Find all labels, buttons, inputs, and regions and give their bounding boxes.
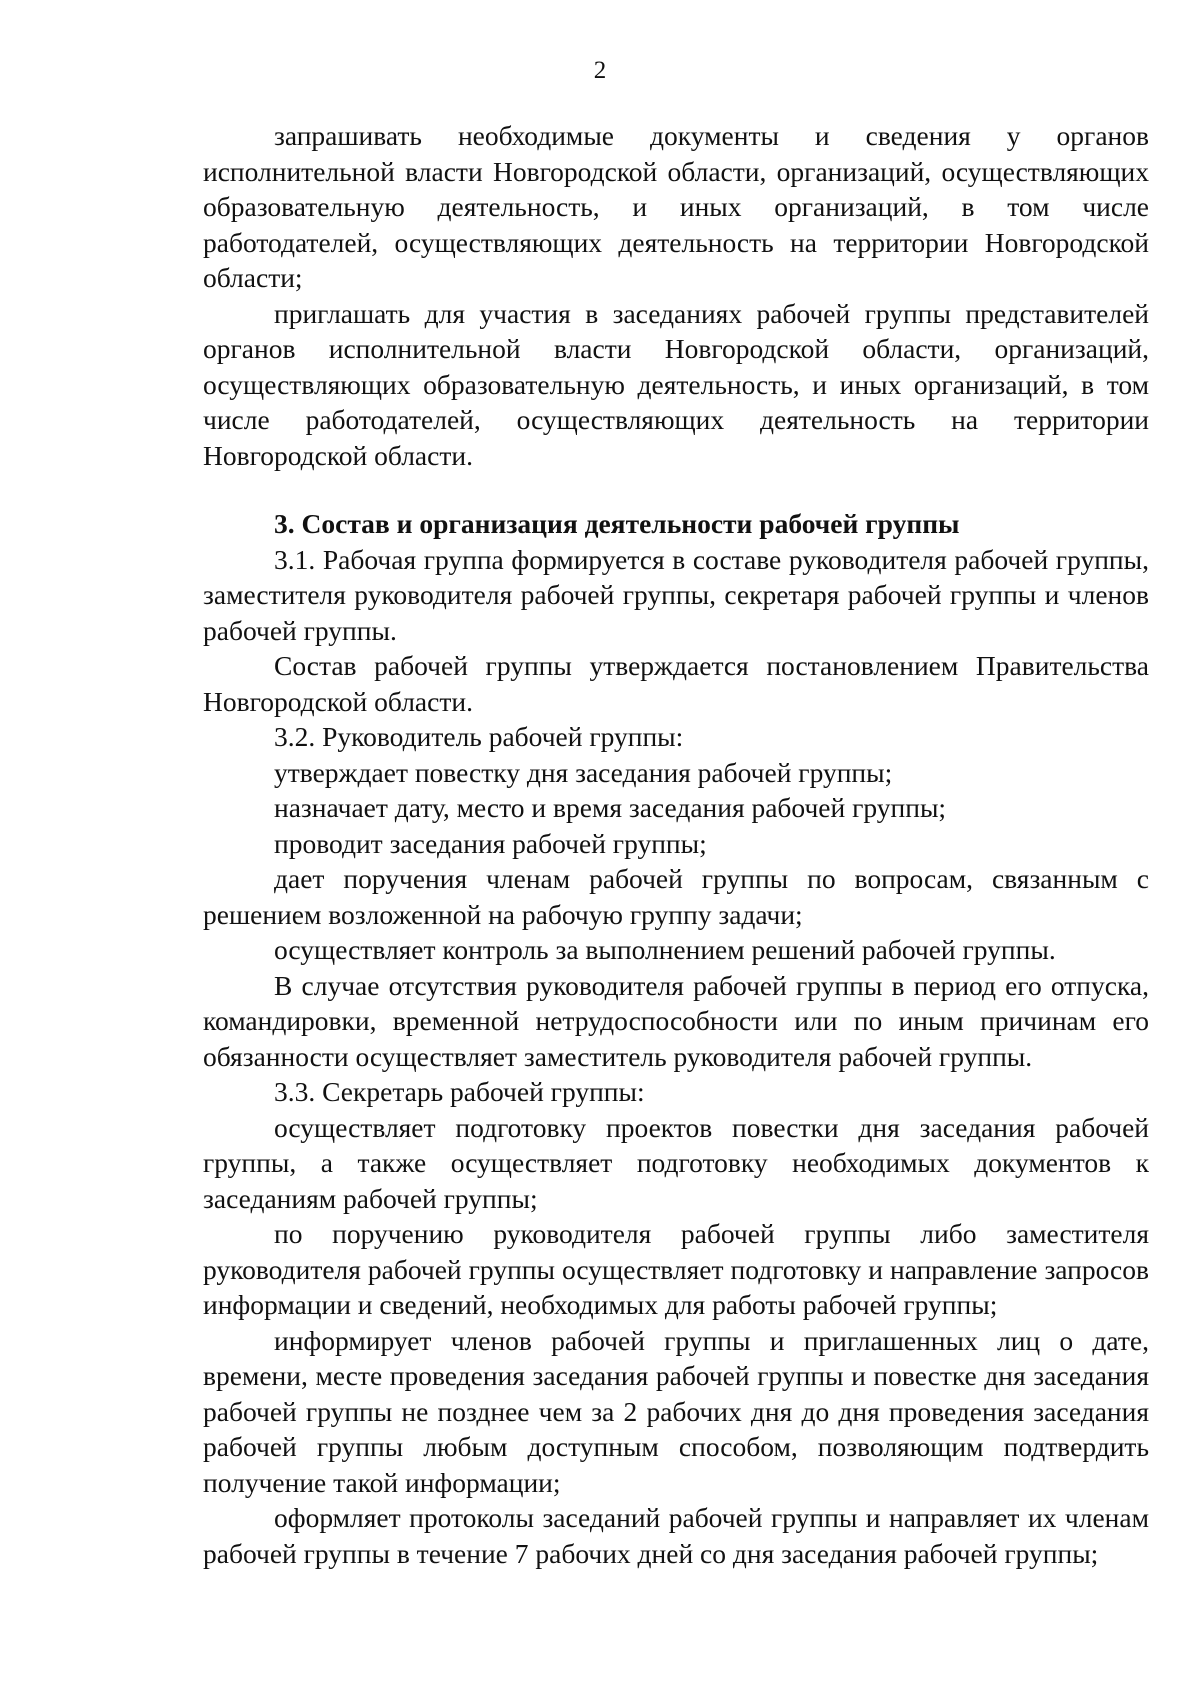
list-item-sets-date: назначает дату, место и время заседания рабочей группы;	[274, 792, 947, 823]
list-item-gives-instructions: дает поручения членам рабочей группы по вопросам, связанным с решением возложенной на рабочую группу задачи;	[203, 863, 1149, 930]
paragraph-composition-approval: Состав рабочей группы утверждается постановлением Правительства Новгородской области.	[203, 650, 1149, 717]
paragraph-3-1: 3.1. Рабочая группа формируется в составе руководителя рабочей группы, заместителя руководителя рабочей группы, секретаря рабочей группы и членов рабочей группы.	[203, 543, 1149, 646]
list-item-informs-members: информирует членов рабочей группы и приглашенных лиц о дате, времени, месте проведения заседания рабочей группы и повестке дня заседания рабочей группы не позднее чем за 2 рабочих дня до дня проведения заседания рабочей группы любым доступным способом, позволяющим подтвердить получение такой информации;	[203, 1324, 1149, 1498]
list-item-draws-up-minutes: оформляет протоколы заседаний рабочей группы и направляет их членам рабочей группы в течение 7 рабочих дней со дня заседания рабочей группы;	[203, 1502, 1149, 1569]
paragraph-3-2: 3.2. Руководитель рабочей группы:	[274, 721, 684, 752]
page-number: 2	[593, 57, 607, 84]
paragraph-invite-representatives: приглашать для участия в заседаниях рабочей группы представителей органов исполнительной власти Новгородской области, организаций, осуществляющих образовательную деятельность, и иных организаций, в том числе работодателей, осуществляющих деятельность на территории Новгородской области.	[203, 297, 1149, 471]
paragraph-3-3: 3.3. Секретарь рабочей группы:	[274, 1076, 645, 1107]
section-3-heading: 3. Состав и организация деятельности рабочей группы	[274, 508, 960, 539]
list-item-approves-agenda: утверждает повестку дня заседания рабочей группы;	[274, 756, 893, 788]
paragraph-deputy-substitution: В случае отсутствия руководителя рабочей группы в период его отпуска, командировки, временной нетрудоспособности или по иным причинам его обязанности осуществляет заместитель руководителя рабочей группы.	[203, 969, 1149, 1072]
list-item-sends-requests: по поручению руководителя рабочей группы либо заместителя руководителя рабочей группы осуществляет подготовку и направление запросов информации и сведений, необходимых для работы рабочей группы;	[203, 1218, 1149, 1320]
document-body	[203, 118, 1149, 1571]
list-item-prepares-agenda: осуществляет подготовку проектов повестки дня заседания рабочей группы, а также осуществляет подготовку необходимых документов к заседаниям рабочей группы;	[203, 1111, 1149, 1214]
list-item-controls-decisions: осуществляет контроль за выполнением решений рабочей группы.	[274, 934, 1056, 965]
list-item-holds-meetings: проводит заседания рабочей группы;	[274, 827, 707, 859]
paragraph-request-documents: запрашивать необходимые документы и сведения у органов исполнительной власти Новгородской области, организаций, осуществляющих образовательную деятельность, и иных организаций, в том числе работодателей, осуществляющих деятельность на территории Новгородской области;	[203, 120, 1149, 293]
